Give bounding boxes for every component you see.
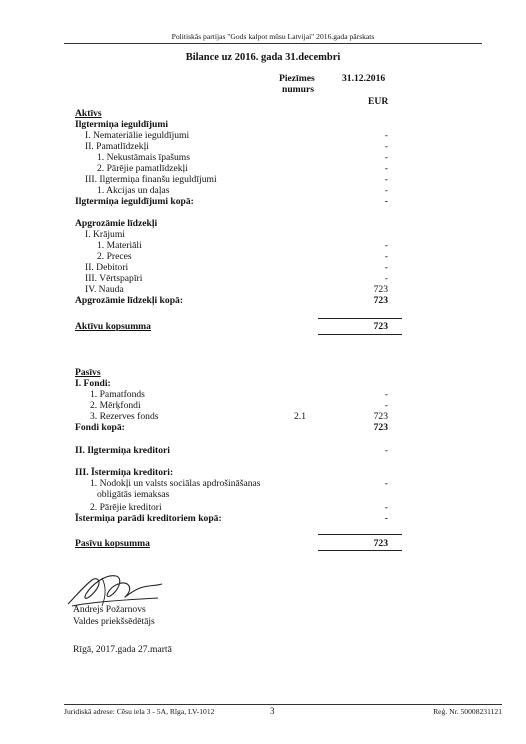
goods-label: 2. Preces [97,251,132,262]
intangible-label: I. Nemateriālie ieguldījumi [85,130,190,141]
liabilities-heading: Pasīvs [75,367,101,378]
shortterm-creditors-title: III. Īstermiņa kreditori: [75,467,174,478]
goods-value: - [384,251,388,262]
taxes-label: 1. Nodokļi un valsts sociālas apdrošināšanas [90,478,261,489]
cash-value: 723 [373,284,388,295]
longterm-creditors-label: II. Ilgtermiņa kreditori [75,445,170,456]
other-creditors-label: 2. Pārējie kreditori [90,502,162,513]
other-fixed-assets-value: - [384,163,388,174]
reserve-fund-value: 723 [373,411,388,422]
date-column-header: 31.12.2016 [342,73,386,84]
intangible-value: - [384,130,388,141]
document-title: Bilance uz 2016. gada 31.decembri [185,52,341,63]
longterm-creditors-value: - [384,445,388,456]
reserve-fund-note: 2.1 [294,411,306,422]
liabilities-sum-label: Pasīvu kopsumma [75,538,150,549]
cash-label: IV. Nauda [85,284,124,295]
reserve-fund-label: 3. Rezerves fonds [90,411,159,422]
debtors-value: - [384,262,388,273]
target-funds-label: 2. Mērķfondi [90,400,141,411]
securities-value: - [384,273,388,284]
other-creditors-value: - [384,502,388,513]
real-estate-label: 1. Nekustāmais īpašums [97,152,190,163]
base-fund-value: - [384,389,388,400]
current-assets-total-value: 723 [373,295,388,306]
target-funds-value: - [384,400,388,411]
shortterm-total-label: Īstermiņa parādi kreditoriem kopā: [75,513,222,524]
other-fixed-assets-label: 2. Pārējie pamatlīdzekļi [97,163,188,174]
current-assets-total-label: Apgrozāmie līdzekļi kopā: [75,295,184,306]
financial-investments-value: - [384,174,388,185]
place-and-date: Rīgā, 2017.gada 27.martā [73,644,172,655]
current-assets-title: Apgrozāmie līdzekļi [75,218,158,229]
assets-sum-rule [318,318,402,319]
footer-address: Juridiskā adrese: Cēsu iela 3 - 5A, Rīga, LV-1012 [64,707,215,716]
taxes-label-cont: obligātās iemaksas [97,489,170,500]
assets-sum-label: Aktīvu kopsumma [75,321,151,332]
currency-header: EUR [368,96,389,107]
securities-label: III. Vērtspapīri [85,273,143,284]
assets-sum-underline [318,334,402,335]
shares-value: - [384,185,388,196]
shares-label: 1. Akcijas un daļas [97,185,170,196]
funds-total-label: Fondi kopā: [75,422,125,433]
signatory-name: Andrejs Požarnovs [73,604,146,615]
page-footer [64,704,502,717]
liabilities-sum-rule [318,534,402,535]
base-fund-label: 1. Pamatfonds [90,389,145,400]
assets-heading: Aktīvs [75,108,102,119]
liabilities-sum-value: 723 [373,538,388,549]
inventory-label: I. Krājumi [85,229,125,240]
shortterm-total-value: - [384,513,388,524]
notes-column-header: Piezīmes [279,73,315,84]
debtors-label: II. Debitori [85,262,129,273]
materials-label: 1. Materiāli [97,240,142,251]
real-estate-value: - [384,152,388,163]
materials-value: - [384,240,388,251]
liabilities-sum-underline [318,550,402,551]
funds-title: I. Fondi: [75,378,111,389]
longterm-total-value: - [384,196,388,207]
fixed-assets-value: - [384,141,388,152]
page-header: Politiskās partijas "Gods kalpot mūsu Latvijai" 2016.gada pārskats [64,32,482,44]
financial-investments-label: III. Ilgtermiņa finanšu ieguldījumi [85,174,217,185]
longterm-investments-title: Ilgtermiņa ieguldījumi [75,119,169,130]
footer-registration: Reģ. Nr. 50008231121 [433,707,502,716]
page-number: 3 [270,706,275,716]
taxes-value: - [384,478,388,489]
fixed-assets-label: II. Pamatlīdzekļi [85,141,149,152]
signatory-role: Valdes priekšsēdētājs [73,616,155,627]
notes-column-header-2: numurs [282,84,314,95]
longterm-total-label: Ilgtermiņa ieguldījumi kopā: [75,196,194,207]
assets-sum-value: 723 [373,321,388,332]
funds-total-value: 723 [373,422,388,433]
